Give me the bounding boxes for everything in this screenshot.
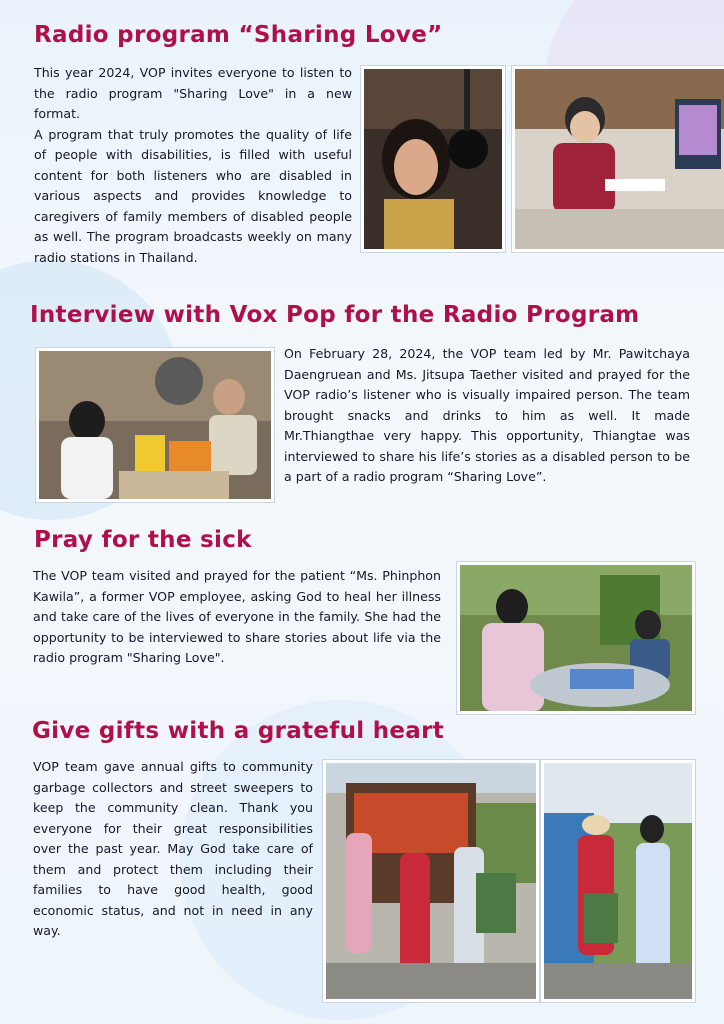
section-text-give-gifts bbox=[33, 757, 313, 942]
section-text-vox-pop-interview bbox=[284, 344, 690, 488]
section-title-give-gifts: Give gifts with a grateful heart bbox=[32, 718, 445, 744]
section-text-radio-program bbox=[34, 63, 352, 268]
photo-radio-studio-operator bbox=[512, 66, 724, 252]
section-title-vox-pop-interview: Interview with Vox Pop for the Radio Program bbox=[30, 302, 640, 328]
photo-prayer-visit-patient bbox=[457, 562, 695, 714]
photo-radio-host-microphone bbox=[361, 66, 505, 252]
paragraph: This year 2024, VOP invites everyone to listen to the radio program "Sharing Love" in a new format. bbox=[34, 65, 352, 121]
paragraph: VOP team gave annual gifts to community garbage collectors and street sweepers to keep the community clean. Thank you everyone for their great responsibilities over the past year. May God take care of them and protect them including their families to have good health, good economic status, and not in need in any way. bbox=[33, 759, 313, 938]
photo-gifts-street-sweepers bbox=[541, 760, 695, 1002]
paragraph: The VOP team visited and prayed for the patient “Ms. Phinphon Kawila”, a former VOP employee, asking God to heal her illness and take care of the lives of everyone in the family. She had the opportunity to be interviewed to share stories about life via the radio program "Sharing Love". bbox=[33, 568, 441, 665]
section-title-radio-program: Radio program “Sharing Love” bbox=[34, 22, 443, 48]
photo-interview-visually-impaired-listener bbox=[36, 348, 274, 502]
paragraph: On February 28, 2024, the VOP team led by Mr. Pawitchaya Daengruean and Ms. Jitsupa Taether visited and prayed for the VOP radio’s listener who is visually impaired person. The team brought snacks and drinks to him as well. It made Mr.Thiangthae very happy. This opportunity, Thiangtae was interviewed to share his life’s stories as a disabled person to be a part of a radio program “Sharing Love”. bbox=[284, 346, 690, 484]
section-text-pray-for-sick bbox=[33, 566, 441, 669]
section-title-pray-for-sick: Pray for the sick bbox=[34, 527, 252, 553]
paragraph: A program that truly promotes the quality of life of people with disabilities, is filled with useful content for both listeners who are disabled in various aspects and provides knowledge to caregivers of family members of disabled people as well. The program broadcasts weekly on many radio stations in Thailand. bbox=[34, 126, 352, 265]
photo-gifts-garbage-collectors bbox=[323, 760, 539, 1002]
